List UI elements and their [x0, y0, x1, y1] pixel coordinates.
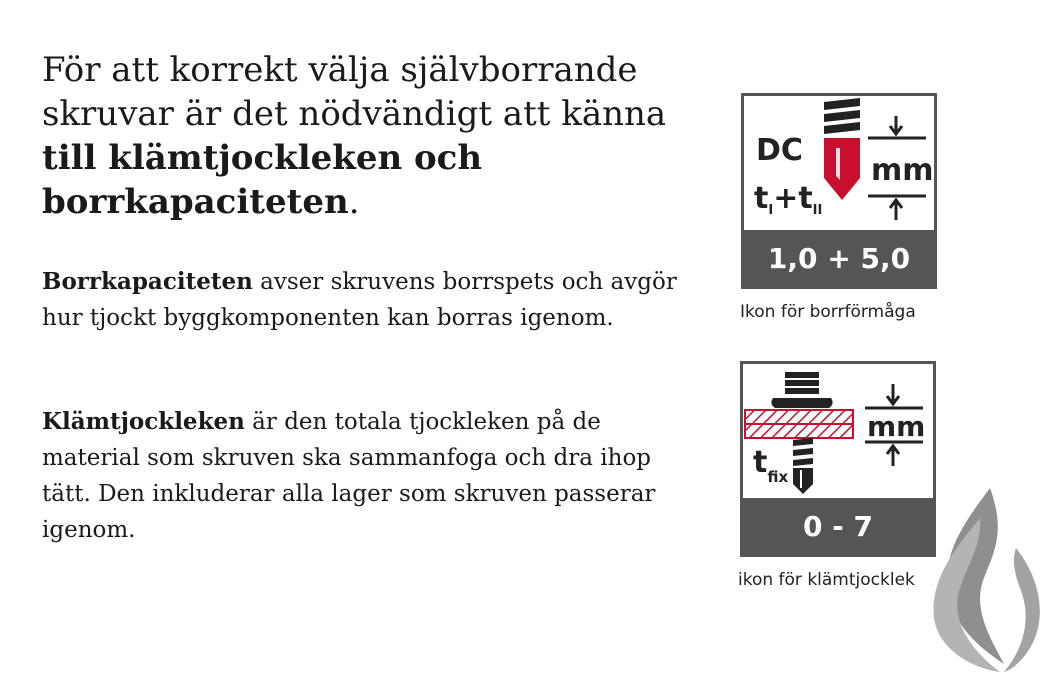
drill-capacity-symbol-area: [744, 96, 934, 233]
clamp-thickness-text: är den totala tjockleken på de material som skruven ska sammanfoga och dra ihop tätt. Den inkluderar alla lager som skruven passerar igenom.: [42, 409, 656, 543]
clamp-thickness-term: Klämtjockleken: [42, 408, 245, 435]
icon2-unit: mm: [867, 410, 926, 443]
clamp-thickness-paragraph: [42, 404, 682, 548]
drill-capacity-term: Borrkapaciteten: [42, 268, 253, 295]
svg-text:tI+tII: [754, 181, 822, 218]
formula-sub1: I: [768, 203, 774, 218]
drill-bit-icon: [824, 98, 860, 200]
clamp-thickness-symbol-area: [743, 364, 933, 501]
screw-head-icon: [771, 372, 832, 408]
clamp-thickness-caption: ikon för klämtjocklek: [738, 570, 915, 590]
clamped-layers-icon: [745, 410, 853, 438]
heading-normal: För att korrekt välja självborrande skruvar är det nödvändigt att känna: [42, 50, 667, 134]
drill-capacity-value: 1,0 + 5,0: [744, 230, 934, 286]
drill-capacity-caption: Ikon för borrförmåga: [740, 302, 916, 322]
drill-capacity-pictogram: [744, 96, 934, 230]
drill-capacity-text: avser skruvens borrspets och avgör hur tjockt byggkomponenten kan borras igenom.: [42, 269, 677, 331]
screw-shank-icon: [793, 438, 813, 494]
icon1-unit: mm: [871, 153, 934, 188]
drill-capacity-paragraph: [42, 264, 682, 336]
dc-code: DC: [756, 133, 803, 168]
clamp-thickness-value: 0 - 7: [743, 498, 933, 554]
formula-plus: +t: [773, 181, 813, 216]
intro-heading: [42, 48, 702, 224]
flame-logo-icon: [920, 488, 1050, 673]
svg-text:tfix: [753, 445, 788, 486]
tfix-symbol: t: [753, 445, 768, 480]
tfix-sub: fix: [767, 468, 789, 486]
drill-capacity-icon: [741, 93, 937, 289]
formula-sub2: II: [812, 203, 823, 218]
clamp-thickness-icon: [740, 361, 936, 557]
heading-tail: .: [348, 182, 360, 222]
formula-t1: t: [754, 181, 769, 216]
heading-bold: till klämtjockleken och borrkapaciteten: [42, 138, 483, 222]
clamp-thickness-pictogram: [743, 364, 933, 498]
